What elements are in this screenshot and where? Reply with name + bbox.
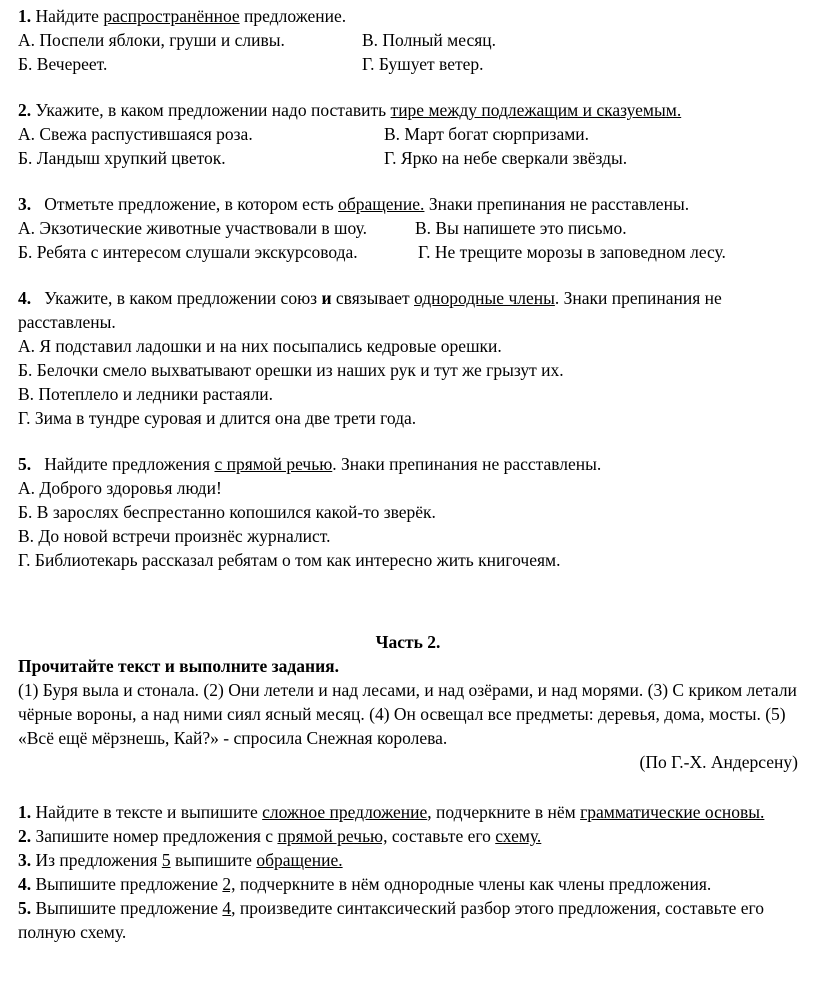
q5-text-post: . Знаки препинания не расставлены. (332, 454, 602, 474)
part2-title-text: Часть 2. (375, 632, 441, 652)
task-5-underlined-1: 4 (222, 898, 232, 918)
q3-underlined: обращение. (338, 194, 425, 214)
task-2-number: 2. (18, 826, 32, 846)
q5-option-a: А. Доброго здоровья люди! (18, 478, 222, 498)
q2-option-v: В. Март богат сюрпризами. (384, 124, 590, 144)
q1-options-row2 (18, 52, 808, 76)
q4-option-b: Б. Белочки смело выхватывают орешки из наших рук и тут же грызут их. (18, 360, 564, 380)
task-1-mid: , подчеркните в нём (427, 802, 581, 822)
q3-prompt (18, 192, 808, 216)
q4-number: 4. (18, 288, 32, 308)
q1-text-pre: Найдите (31, 6, 104, 26)
q5-prompt (18, 452, 808, 476)
task-1-number: 1. (18, 802, 32, 822)
q3-options-row2 (18, 240, 808, 264)
q5-option-v: В. До новой встречи произнёс журналист. (18, 526, 331, 546)
part2-instruction-text: Прочитайте текст и выполните задания. (18, 656, 340, 676)
task-2 (18, 824, 808, 848)
task-3-mid: выпишите (170, 850, 257, 870)
q3-option-b: Б. Ребята с интересом слушали экскурсовода. (18, 242, 358, 262)
q1-option-a: А. Поспели яблоки, груши и сливы. (18, 30, 285, 50)
q1-underlined: распространённое (103, 6, 240, 26)
task-1-underlined-2: грамматические основы. (580, 802, 765, 822)
worksheet-page (18, 4, 808, 944)
q1-option-g: Г. Бушует ветер. (362, 54, 484, 74)
q2-option-a: А. Свежа распустившаяся роза. (18, 124, 253, 144)
task-5 (18, 896, 793, 944)
q4-option-g: Г. Зима в тундре суровая и длится она две трети года. (18, 408, 417, 428)
q4-bold-conjunction: и (321, 288, 332, 308)
part2-title (18, 630, 798, 654)
q5-underlined: с прямой речью (214, 454, 333, 474)
q4-text-post: . Знаки препинания не расставлены. (18, 288, 727, 332)
task-2-pre: Запишите номер предложения с (31, 826, 278, 846)
q3-option-a: А. Экзотические животные участвовали в шоу. (18, 218, 367, 238)
task-3-underlined-1: 5 (161, 850, 171, 870)
task-4-post: подчеркните в нём однородные члены как члены предложения. (235, 874, 712, 894)
q1-number: 1. (18, 6, 32, 26)
q4-prompt (18, 286, 788, 334)
q3-text-post: Знаки препинания не расставлены. (424, 194, 690, 214)
q3-number: 3. (18, 194, 32, 214)
q1-option-v: В. Полный месяц. (362, 30, 497, 50)
task-3-number: 3. (18, 850, 32, 870)
q1-options-row1 (18, 28, 808, 52)
q2-options-row1 (18, 122, 808, 146)
task-4 (18, 872, 808, 896)
q4-underlined: однородные члены (414, 288, 555, 308)
task-5-number: 5. (18, 898, 32, 918)
task-4-underlined-1: 2, (222, 874, 236, 894)
task-5-post: , произведите синтаксический разбор этого предложения, составьте его полную схему. (18, 898, 765, 942)
q3-option-v: В. Вы напишете это письмо. (415, 218, 627, 238)
q2-options-row2 (18, 146, 808, 170)
q1-option-b: Б. Вечереет. (18, 54, 108, 74)
q3-option-g: Г. Не трещите морозы в заповедном лесу. (418, 242, 726, 262)
q2-option-b: Б. Ландыш хрупкий цветок. (18, 148, 226, 168)
q5-text-pre: Найдите предложения (31, 454, 215, 474)
q3-text-pre: Отметьте предложение, в котором есть (31, 194, 339, 214)
part2-instruction (18, 654, 808, 678)
q4-text-mid: связывает (331, 288, 415, 308)
q3-options-row1 (18, 216, 808, 240)
q2-text-pre: Укажите, в каком предложении надо поставить (31, 100, 391, 120)
task-5-pre: Выпишите предложение (31, 898, 223, 918)
task-3-pre: Из предложения (31, 850, 162, 870)
q4-option-a: А. Я подставил ладошки и на них посыпались кедровые орешки. (18, 336, 502, 356)
q2-number: 2. (18, 100, 32, 120)
q5-option-b: Б. В зарослях беспрестанно копошился какой-то зверёк. (18, 502, 436, 522)
q2-option-g: Г. Ярко на небе сверкали звёзды. (384, 148, 628, 168)
q1-prompt (18, 4, 808, 28)
q4-option-v: В. Потеплело и ледники растаяли. (18, 384, 274, 404)
task-3-underlined-2: обращение. (256, 850, 343, 870)
q5-number: 5. (18, 454, 32, 474)
task-2-underlined-2: схему. (495, 826, 542, 846)
task-2-underlined-1: прямой речью, (277, 826, 388, 846)
task-4-pre: Выпишите предложение (31, 874, 223, 894)
task-1-pre: Найдите в тексте и выпишите (31, 802, 263, 822)
part2-passage: (1) Буря выла и стонала. (2) Они летели и над лесами, и над озёрами, и над морями. (3) С криком летали чёрные вороны, а над ними сиял ясный месяц. (4) Он освещал все предметы: деревья, дома, мосты. (5) «Всё ещё мёрзнешь, Кай?» - спросила Снежная королева. (18, 680, 797, 748)
task-2-mid: составьте его (387, 826, 496, 846)
task-4-number: 4. (18, 874, 32, 894)
task-1-underlined-1: сложное предложение (262, 802, 428, 822)
q5-option-g: Г. Библиотекарь рассказал ребятам о том как интересно жить книгочеям. (18, 550, 561, 570)
q2-underlined: тире между подлежащим и сказуемым. (390, 100, 682, 120)
task-1 (18, 800, 778, 824)
q1-text-post: предложение. (239, 6, 347, 26)
task-3 (18, 848, 808, 872)
q2-prompt (18, 98, 808, 122)
part2-source: (По Г.-Х. Андерсену) (639, 752, 798, 772)
q4-text-pre: Укажите, в каком предложении союз (31, 288, 322, 308)
